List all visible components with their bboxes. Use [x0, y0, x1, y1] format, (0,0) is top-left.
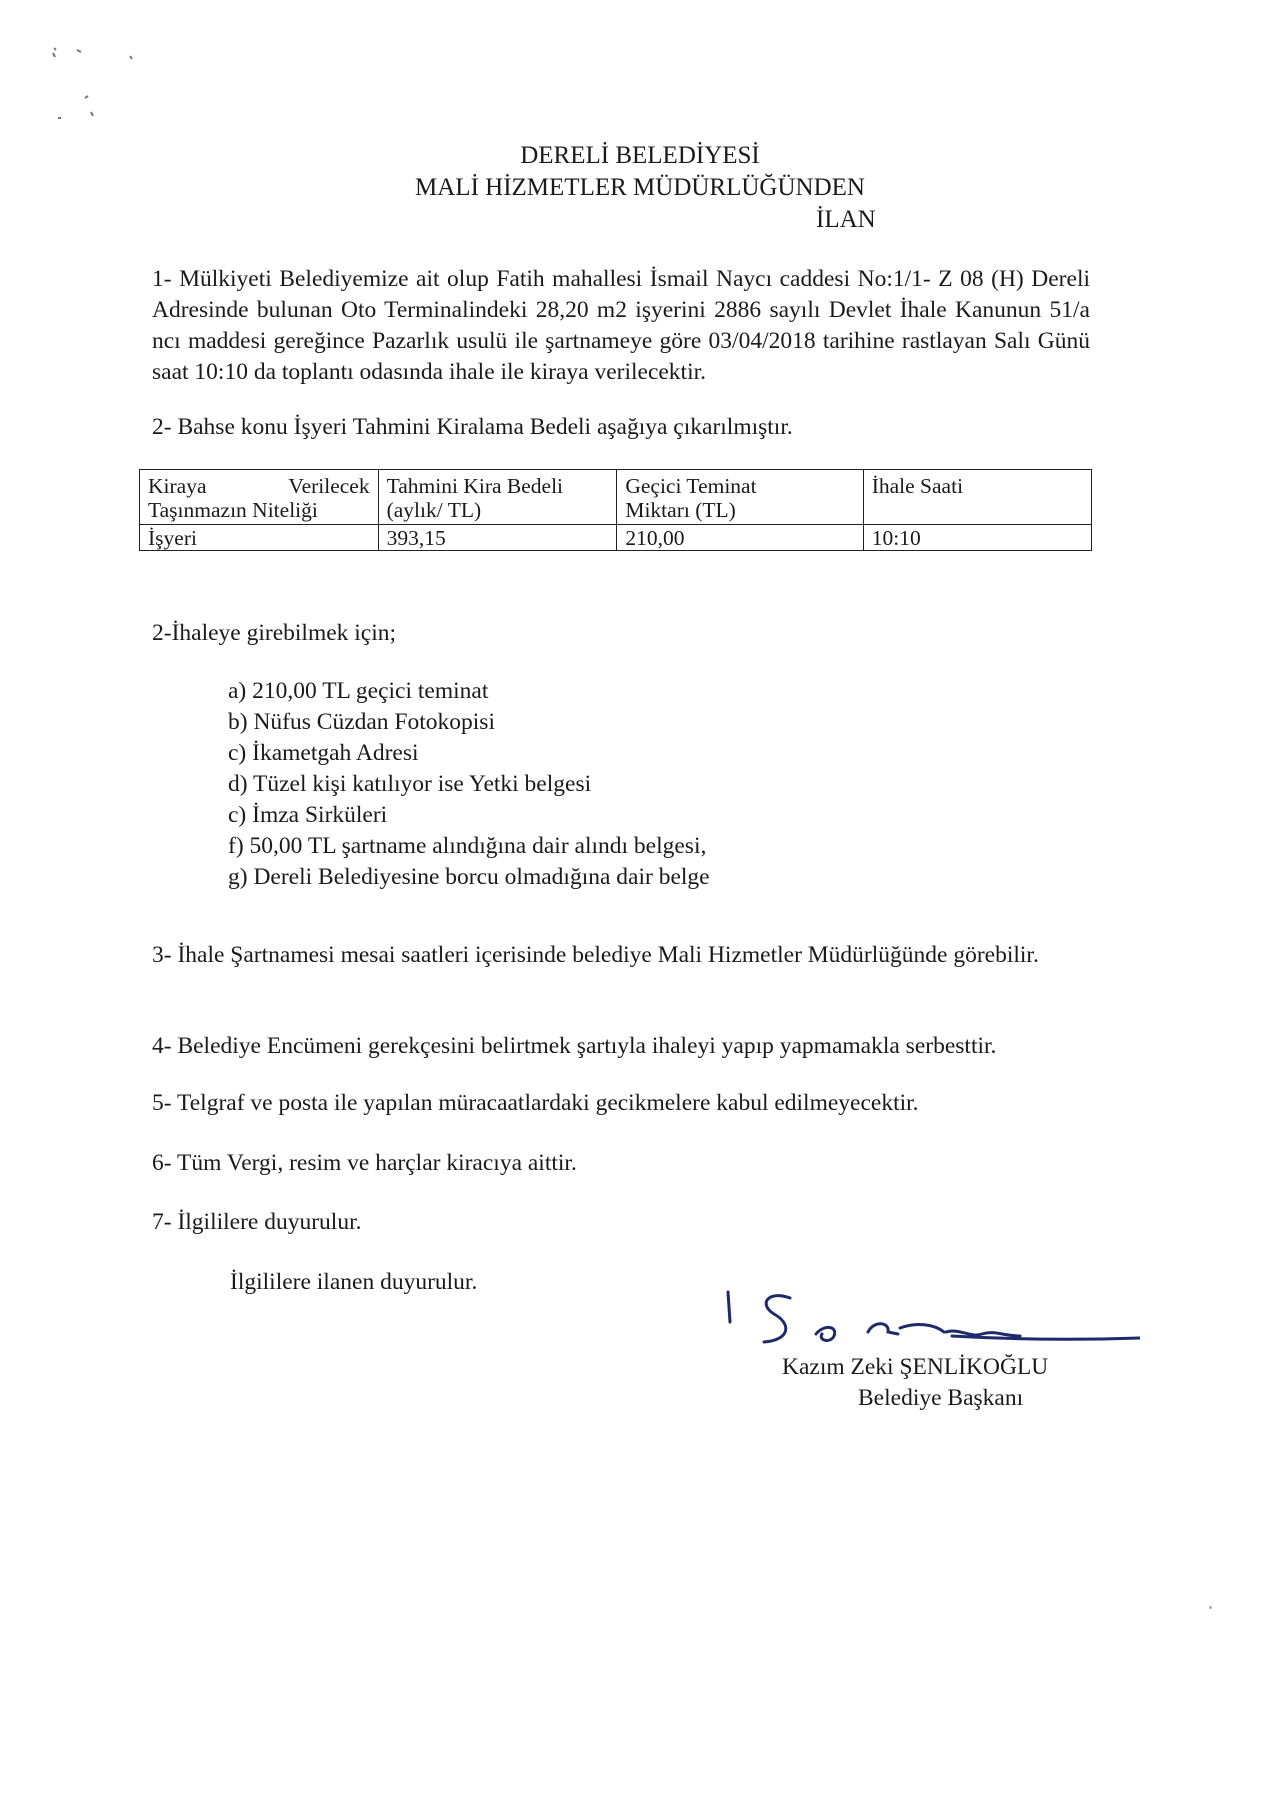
paragraph-requirements-intro: 2-İhaleye girebilmek için;	[152, 620, 397, 646]
header-cell-time	[863, 470, 1091, 525]
header-text: Tahmini Kira Bedeli	[386, 474, 564, 498]
header-cell-deposit	[617, 470, 863, 525]
header-text: Taşınmazın Niteliği	[148, 498, 318, 522]
rent-table	[139, 469, 1092, 551]
header-cell-rent	[378, 470, 617, 525]
header-text: (aylık/ TL)	[386, 498, 482, 522]
scan-speck	[1209, 1606, 1212, 1609]
notice-title: İLAN	[816, 206, 876, 233]
list-item: g) Dereli Belediyesine borcu olmadığına dair belge	[228, 864, 710, 890]
scan-speck-marks	[0, 0, 140, 160]
list-item: c) İkametgah Adresi	[228, 740, 419, 766]
paragraph-4: 4- Belediye Encümeni gerekçesini belirtmek şartıyla ihaleyi yapıp yapmamakla serbesttir.	[152, 1033, 997, 1059]
list-item: d) Tüzel kişi katılıyor ise Yetki belgesi	[228, 771, 592, 797]
closing-line: İlgililere ilanen duyurulur.	[230, 1269, 478, 1295]
list-item: f) 50,00 TL şartname alındığına dair alındı belgesi,	[228, 833, 707, 859]
requirements-list	[228, 676, 710, 893]
paragraph-6: 6- Tüm Vergi, resim ve harçlar kiracıya aittir.	[152, 1150, 577, 1176]
cell-time: 10:10	[863, 525, 1091, 551]
header-text: Miktarı (TL)	[625, 498, 736, 522]
list-item: b) Nüfus Cüzdan Fotokopisi	[228, 709, 495, 735]
header-text: Kiraya	[148, 474, 207, 498]
table-row	[140, 525, 1092, 551]
header-text: İhale Saati	[871, 474, 964, 498]
signatory-title: Belediye Başkanı	[858, 1385, 1024, 1411]
cell-deposit: 210,00	[617, 525, 863, 551]
signatory-name: Kazım Zeki ŞENLİKOĞLU	[782, 1354, 1049, 1380]
header-text: Geçici Teminat	[625, 474, 757, 498]
list-item: a) 210,00 TL geçici teminat	[228, 678, 489, 704]
paragraph-2: 2- Bahse konu İşyeri Tahmini Kiralama Bedeli aşağıya çıkarılmıştır.	[152, 414, 793, 440]
header-text: Verilecek	[288, 474, 370, 498]
header-cell-property-type	[140, 470, 379, 525]
cell-rent: 393,15	[378, 525, 617, 551]
paragraph-5: 5- Telgraf ve posta ile yapılan müracaatlardaki gecikmelere kabul edilmeyecektir.	[152, 1090, 919, 1116]
list-item: c) İmza Sirküleri	[228, 802, 388, 828]
cell-property-type: İşyeri	[140, 525, 379, 551]
paragraph-3: 3- İhale Şartnamesi mesai saatleri içerisinde belediye Mali Hizmetler Müdürlüğünde görebilir.	[152, 942, 1039, 968]
institution-name: DERELİ BELEDİYESİ	[520, 142, 760, 169]
paragraph-1: 1- Mülkiyeti Belediyemize ait olup Fatih mahallesi İsmail Naycı caddesi No:1/1- Z 08 (H) Dereli Adresinde bulunan Oto Terminalindeki 28,20 m2 işyerini 2886 sayılı Devlet İhale Kanunun 51/a ncı maddesi gereğince Pazarlık usulü ile şartnameye göre 03/04/2018 tarihine rastlayan Salı Günü saat 10:10 da toplantı odasında ihale ile kiraya verilecektir.	[152, 266, 1090, 385]
paragraph-7: 7- İlgililere duyurulur.	[152, 1209, 362, 1235]
table-header-row	[140, 470, 1092, 525]
department-name: MALİ HİZMETLER MÜDÜRLÜĞÜNDEN	[415, 174, 865, 201]
